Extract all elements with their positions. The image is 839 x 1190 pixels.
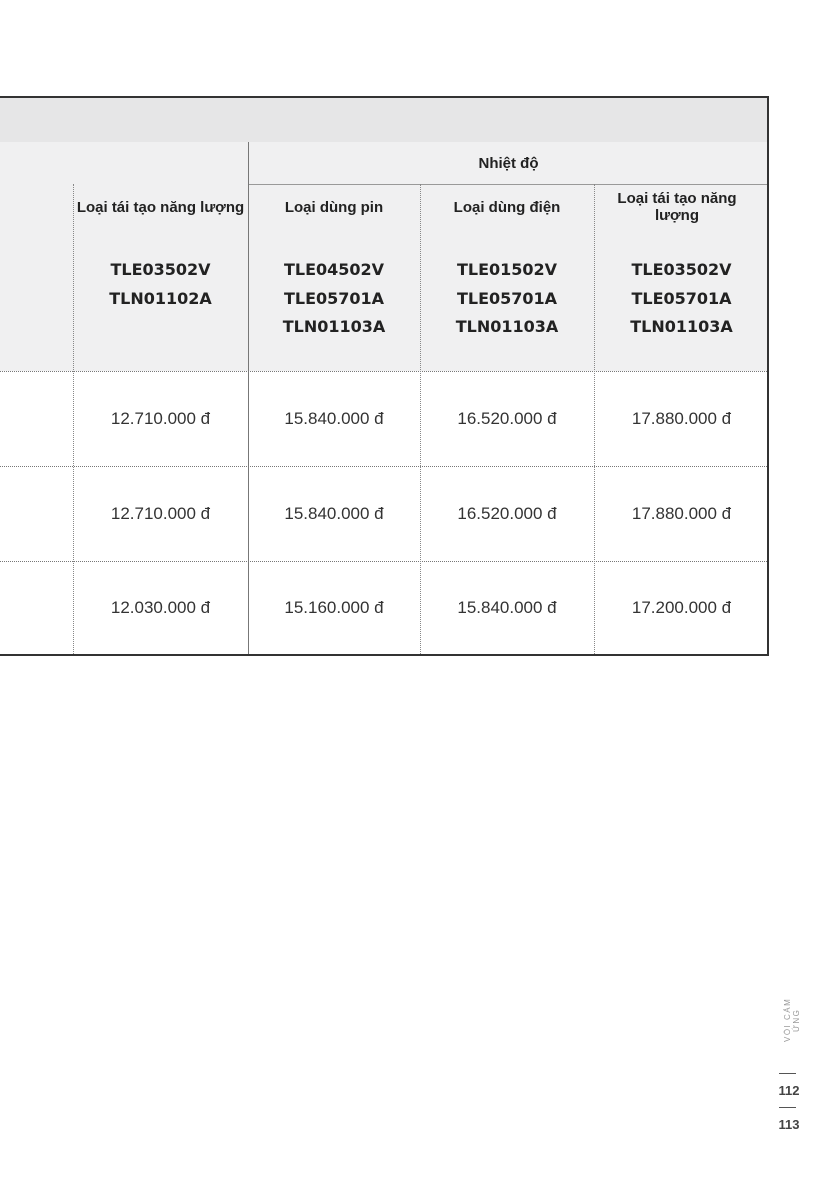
model-codes bbox=[73, 256, 248, 313]
model-code: TLE05701A bbox=[456, 288, 558, 308]
price-cell: 16.520.000 đ bbox=[457, 408, 557, 428]
price-cell: 15.840.000 đ bbox=[284, 503, 384, 523]
model-code: TLN01103A bbox=[455, 317, 559, 336]
price-cell: 12.030.000 đ bbox=[110, 598, 211, 617]
model-codes bbox=[420, 256, 594, 342]
column-header: Loại dùng điện bbox=[453, 198, 561, 216]
model-codes bbox=[248, 256, 420, 342]
group-header-temperature: Nhiệt độ bbox=[478, 154, 539, 172]
price-cell: 17.880.000 đ bbox=[631, 503, 732, 523]
model-code: TLN01102A bbox=[109, 288, 212, 308]
price-cell: 12.710.000 đ bbox=[110, 408, 211, 428]
model-code: TLE05701A bbox=[283, 288, 385, 308]
model-codes bbox=[594, 256, 769, 342]
column-header: Loại tái tạo năng lượng bbox=[76, 198, 245, 216]
price-table bbox=[0, 96, 769, 656]
table-top-band bbox=[0, 98, 767, 143]
price-cell: 15.840.000 đ bbox=[457, 598, 557, 617]
section-label: VÒI CẢM ỨNG bbox=[783, 997, 801, 1043]
model-code: TLE03502V bbox=[110, 260, 211, 279]
price-cell: 12.710.000 đ bbox=[110, 503, 211, 523]
column-header: Loại dùng pin bbox=[284, 198, 384, 216]
model-code: TLN01103A bbox=[282, 317, 386, 336]
price-cell: 17.200.000 đ bbox=[631, 598, 732, 617]
price-cell: 16.520.000 đ bbox=[457, 503, 557, 523]
price-cell: 15.840.000 đ bbox=[284, 408, 384, 428]
price-cell: 15.160.000 đ bbox=[284, 598, 384, 617]
page-number-left: 112 bbox=[778, 1083, 800, 1098]
model-code: TLN01103A bbox=[630, 317, 733, 336]
model-code: TLE04502V bbox=[283, 260, 385, 279]
price-cell: 17.880.000 đ bbox=[631, 408, 732, 428]
column-header: Loại tái tạo năng lượng bbox=[617, 190, 737, 224]
divider bbox=[779, 1107, 796, 1108]
model-code: TLE01502V bbox=[456, 260, 558, 279]
divider bbox=[779, 1073, 796, 1074]
model-code: TLE03502V bbox=[631, 260, 732, 279]
model-code: TLE05701A bbox=[631, 288, 732, 308]
page-number-right: 113 bbox=[778, 1117, 800, 1132]
